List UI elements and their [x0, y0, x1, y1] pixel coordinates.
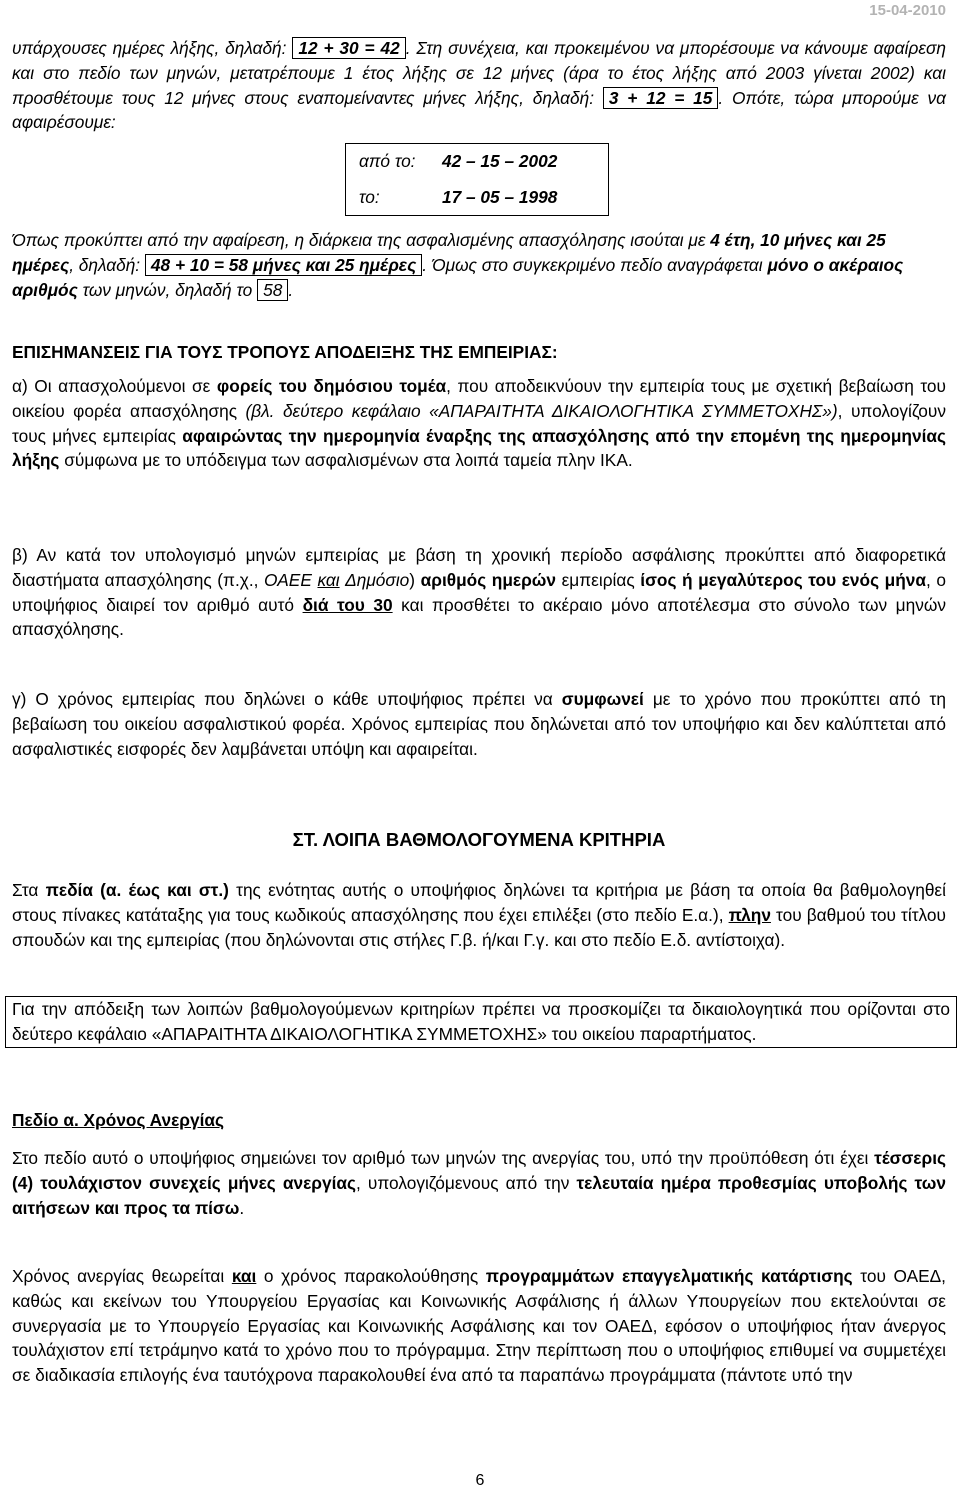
- note-b-bold-3: διά του 30: [302, 594, 393, 615]
- field-title: Πεδίο α. Χρόνος Ανεργίας: [12, 1110, 224, 1130]
- field-p1-text-1: Στο πεδίο αυτό ο υποψήφιος σημειώνει τον αριθμό των μηνών της ανεργίας του, υπό την προϋπόθεση ότι έχει: [12, 1148, 869, 1168]
- section-bold-1: πεδία (α. έως και στ.): [45, 880, 229, 900]
- result-end: .: [288, 279, 294, 300]
- note-a-text-3: , υπολογίζουν τους μήνες εμπειρίας: [12, 400, 946, 446]
- note-b-text-2: ): [409, 569, 416, 590]
- note-a-bold-1: φορείς του δημόσιου τομέα: [216, 376, 447, 396]
- boxed-paragraph: Για την απόδειξη των λοιπών βαθμολογούμενων κριτηρίων πρέπει να προσκομίζει τα δικαιολογητικά που ορίζονται στο δεύτερο κεφάλαιο «ΑΠΑΡΑΙΤΗΤΑ ΔΙΚΑΙΟΛΟΓΗΤΙΚΑ ΣΥΜΜΕΤΟΧΗΣ» του οικείου παραρτήματος.: [5, 996, 957, 1048]
- intro-paragraph: [12, 36, 946, 135]
- field-p1-text-2: , υπολογιζόμενους από την: [356, 1172, 570, 1193]
- intro-text-3: . Οπότε, τώρα μπορούμε να αφαιρέσουμε:: [12, 87, 946, 133]
- page-number: 6: [475, 1472, 485, 1489]
- section-title: ΣΤ. ΛΟΙΠΑ ΒΑΘΜΟΛΟΓΟΥΜΕΝΑ ΚΡΙΤΗΡΙΑ: [292, 829, 666, 850]
- subtraction-box: [345, 143, 609, 216]
- note-b-italic-1: ΟΑΕΕ: [264, 569, 312, 590]
- result-text-3: . Όμως στο συγκεκριμένο πεδίο αναγράφεται: [422, 254, 763, 275]
- result-final-value-box: 58: [257, 279, 288, 301]
- note-b-italic-and: και: [317, 569, 340, 590]
- note-a-paragraph: [12, 374, 946, 473]
- note-b-bold-2: ίσος ή μεγαλύτερος του ενός μήνα: [640, 569, 926, 590]
- note-b-italic-2: Δημόσιο: [345, 569, 410, 590]
- intro-text-2: . Στη συνέχεια, και προκειμένου να μπορέσουμε να κάνουμε αφαίρεση και στο πεδίο των μηνών, μετατρέπουμε 1 έτος λήξης σε 12 μήνες (άρα το έτος λήξης από 2003 γίνεται 2002) και προσθέτουμε τους 12 μήνες στους εναπομείναντες μήνες λήξης, δηλαδή:: [12, 38, 946, 108]
- result-text-2: , δηλαδή:: [69, 254, 141, 275]
- field-p2-bold-1: προγραμμάτων επαγγελματικής κατάρτισης: [485, 1266, 853, 1286]
- field-p1-text-3: .: [239, 1197, 245, 1218]
- note-a-text-4: σύμφωνα με το υπόδειγμα των ασφαλισμένων στα λοιπά ταμεία πλην ΙΚΑ.: [64, 450, 633, 471]
- note-b-text-3: εμπειρίας: [561, 569, 635, 590]
- field-p1-bold-1: τέσσερις (4) τουλάχιστον συνεχείς μήνες ανεργίας: [12, 1148, 946, 1193]
- result-duration: 4 έτη, 10 μήνες και 25 ημέρες: [12, 230, 886, 275]
- field-p2-bold-underline: και: [231, 1266, 257, 1286]
- header-date: 15-04-2010: [869, 2, 946, 19]
- intro-text-1: υπάρχουσες ημέρες λήξης, δηλαδή:: [12, 38, 287, 58]
- section-text-2: της ενότητας αυτής ο υποψήφιος δηλώνει τα κριτήρια με βάση τα οποία θα βαθμολογηθεί στους πίνακες κατάταξης για τους κωδικούς απασχόλησης που έχει επιλέξει (στο πεδίο Ε.α.),: [12, 880, 946, 925]
- note-b-text-1: β) Αν κατά τον υπολογισμό μηνών εμπειρίας με βάση τη χρονική περίοδο ασφάλισης προκύπτει από διαφορετικά διαστήματα απασχόλησης (π.χ.,: [12, 545, 946, 590]
- to-label: το:: [359, 187, 380, 207]
- note-a-italic-1: (βλ. δεύτερο κεφάλαιο «ΑΠΑΡΑΙΤΗΤΑ ΔΙΚΑΙΟΛΟΓΗΤΙΚΑ ΣΥΜΜΕΤΟΧΗΣ»): [245, 400, 838, 421]
- note-c-bold-1: συμφωνεί: [561, 689, 644, 709]
- note-a-text-1: α) Οι απασχολούμενοι σε: [12, 376, 211, 396]
- field-p1-bold-2: τελευταία ημέρα προθεσμίας υποβολής των αιτήσεων και προς τα πίσω: [12, 1172, 946, 1218]
- formula-months-box: 3 + 12 = 15: [603, 87, 719, 109]
- note-a-bold-2: αφαιρώντας την ημερομηνία έναρξης της απασχόλησης από την επομένη της ημερομηνίας λήξης: [12, 425, 946, 471]
- section-text-1: Στα: [12, 880, 39, 900]
- result-only-integer: μόνο ο ακέραιος αριθμός: [12, 254, 904, 300]
- result-text-4: των μηνών, δηλαδή το: [82, 279, 253, 300]
- section-text-3: του βαθμού του τίτλου σπουδών και της εμπειρίας (που δηλώνονται στις στήλες Γ.β. ή/και Γ.γ. και στο πεδίο Ε.δ. αντίστοιχα).: [12, 904, 946, 950]
- note-b-text-4: , ο υποψήφιος διαιρεί τον αριθμό αυτό: [12, 569, 946, 615]
- to-value: 17 – 05 – 1998: [442, 187, 558, 207]
- result-formula-box: 48 + 10 = 58 μήνες και 25 ημέρες: [145, 254, 422, 276]
- field-paragraph-2: [12, 1264, 946, 1388]
- result-text-1: Όπως προκύπτει από την αφαίρεση, η διάρκεια της ασφαλισμένης απασχόλησης ισούται με: [12, 230, 706, 250]
- section-paragraph: [12, 878, 946, 952]
- field-paragraph-1: [12, 1146, 946, 1220]
- field-p2-text-2: ο χρόνος παρακολούθησης: [263, 1266, 479, 1286]
- note-a-text-2: , που αποδεικνύουν την εμπειρία τους με σχετική βεβαίωση του οικείου φορέα απασχόλησης: [12, 376, 946, 421]
- note-b-paragraph: [12, 543, 946, 642]
- section-bold-2: πλην: [728, 904, 771, 925]
- formula-days-box: 12 + 30 = 42: [292, 37, 405, 59]
- notes-heading: ΕΠΙΣΗΜΑΝΣΕΙΣ ΓΙΑ ΤΟΥΣ ΤΡΟΠΟΥΣ ΑΠΟΔΕΙΞΗΣ ΤΗΣ ΕΜΠΕΙΡΙΑΣ:: [12, 342, 558, 362]
- note-c-text-2: με το χρόνο που προκύπτει από τη βεβαίωση του οικείου ασφαλιστικού φορέα. Χρόνος εμπειρίας που δηλώνεται από τον υποψήφιο και δεν καλύπτεται από ασφαλιστικές εισφορές δεν λαμβάνεται υπόψη και αφαιρείται.: [12, 689, 946, 759]
- field-p2-text-3: του ΟΑΕΔ, καθώς και εκείνων του Υπουργείου Εργασίας και Κοινωνικής Ασφάλισης ή άλλων Υπουργείων που εκτελούνται σε συνεργασία με το Υπουργείο Εργασίας και Κοινωνικής Ασφάλισης και τον ΟΑΕΔ, εφόσον ο υποψήφιος ήταν άνεργος τουλάχιστον επί τετράμηνο κατά το χρόνο που το πρόγραμμα. Στην περίπτωση που ο υποψήφιος επιθυμεί να συμμετέχει σε διαδικασία επιλογής ένα ταυτόχρονα παρακολουθεί ένα από τα παραπάνω προγράμματα (πάντοτε υπό την: [12, 1266, 946, 1386]
- note-c-paragraph: [12, 687, 946, 761]
- note-b-text-5: και προσθέτει το ακέραιο μόνο αποτέλεσμα στο σύνολο των μηνών απασχόλησης.: [12, 594, 947, 640]
- from-label: από το:: [359, 151, 416, 171]
- note-b-bold-1: αριθμός ημερών: [420, 569, 556, 590]
- note-c-text-1: γ) Ο χρόνος εμπειρίας που δηλώνει ο κάθε υποψήφιος πρέπει να: [12, 689, 553, 709]
- result-paragraph: [12, 228, 946, 302]
- field-p2-text-1: Χρόνος ανεργίας θεωρείται: [12, 1266, 225, 1286]
- from-value: 42 – 15 – 2002: [442, 151, 558, 171]
